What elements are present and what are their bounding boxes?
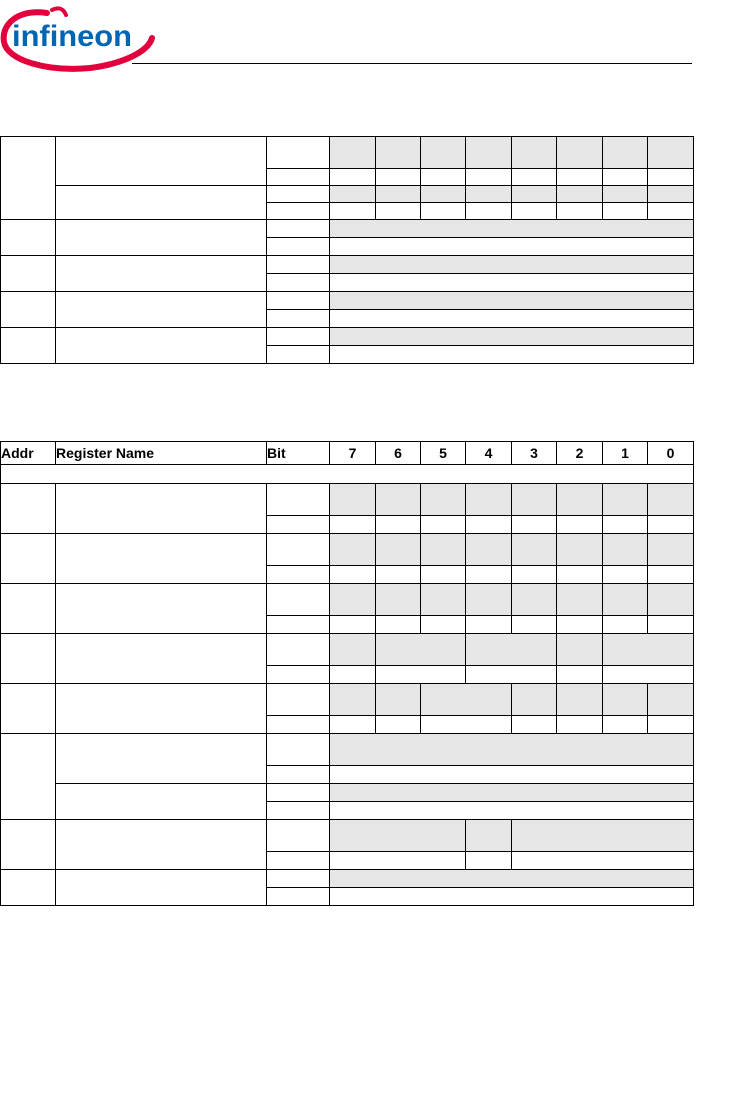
table-cell bbox=[267, 584, 330, 616]
bit-field-cell bbox=[376, 534, 421, 566]
table-cell bbox=[512, 716, 557, 734]
bit-field-cell bbox=[330, 484, 376, 516]
table-section-row bbox=[1, 465, 694, 484]
table-cell bbox=[1, 684, 56, 734]
bit-field-cell bbox=[421, 584, 466, 616]
table-cell bbox=[421, 566, 466, 584]
table-cell bbox=[557, 566, 603, 584]
header-bit-0: 0 bbox=[648, 442, 694, 465]
table-cell bbox=[267, 616, 330, 634]
table-cell bbox=[376, 566, 421, 584]
bit-field-cell bbox=[330, 684, 376, 716]
table-row bbox=[1, 137, 694, 169]
table-cell bbox=[56, 870, 267, 906]
table-cell bbox=[330, 346, 694, 364]
table-cell bbox=[267, 220, 330, 238]
bit-field-cell bbox=[330, 784, 694, 802]
bit-field-cell bbox=[376, 584, 421, 616]
table-row bbox=[1, 584, 694, 616]
bit-field-cell bbox=[557, 584, 603, 616]
bit-field-cell bbox=[330, 734, 694, 766]
table-cell bbox=[56, 784, 267, 820]
table-cell bbox=[376, 616, 421, 634]
table-cell bbox=[512, 169, 557, 186]
table-cell bbox=[56, 584, 267, 634]
table-cell bbox=[512, 852, 694, 870]
table-cell bbox=[56, 256, 267, 292]
header-bit-5: 5 bbox=[421, 442, 466, 465]
table-cell bbox=[466, 616, 512, 634]
table-cell bbox=[512, 616, 557, 634]
table-cell bbox=[603, 566, 648, 584]
table-cell bbox=[267, 666, 330, 684]
table-cell bbox=[330, 888, 694, 906]
table-cell bbox=[557, 203, 603, 220]
table-cell bbox=[330, 238, 694, 256]
table-cell bbox=[330, 274, 694, 292]
bit-field-cell bbox=[648, 186, 694, 203]
table-row bbox=[1, 870, 694, 888]
bit-field-cell bbox=[603, 584, 648, 616]
table-cell bbox=[1, 256, 56, 292]
table-cell bbox=[376, 516, 421, 534]
table-cell bbox=[56, 634, 267, 684]
table-cell bbox=[648, 203, 694, 220]
bit-field-cell bbox=[330, 220, 694, 238]
table-row bbox=[1, 484, 694, 516]
table-cell bbox=[466, 516, 512, 534]
table-cell bbox=[648, 516, 694, 534]
table-cell bbox=[56, 328, 267, 364]
bit-field-cell bbox=[376, 634, 466, 666]
table-cell bbox=[466, 203, 512, 220]
table-cell bbox=[267, 766, 330, 784]
table-cell bbox=[267, 716, 330, 734]
header-bit-3: 3 bbox=[512, 442, 557, 465]
table-cell bbox=[1, 820, 56, 870]
header-bit-4: 4 bbox=[466, 442, 512, 465]
bit-field-cell bbox=[421, 137, 466, 169]
bit-field-cell bbox=[421, 484, 466, 516]
bit-field-cell bbox=[557, 634, 603, 666]
bit-field-cell bbox=[466, 634, 557, 666]
header-addr: Addr bbox=[1, 442, 56, 465]
table-cell bbox=[1, 328, 56, 364]
table-cell bbox=[1, 484, 56, 534]
register-table-2 bbox=[0, 441, 694, 906]
bit-field-cell bbox=[466, 534, 512, 566]
table-cell bbox=[466, 666, 557, 684]
table-row bbox=[1, 256, 694, 274]
bit-field-cell bbox=[512, 534, 557, 566]
table-cell bbox=[267, 186, 330, 203]
bit-field-cell bbox=[557, 186, 603, 203]
table-cell bbox=[512, 516, 557, 534]
table-cell bbox=[267, 534, 330, 566]
bit-field-cell bbox=[421, 534, 466, 566]
bit-field-cell bbox=[330, 584, 376, 616]
table-cell bbox=[56, 484, 267, 534]
table-cell bbox=[376, 169, 421, 186]
bit-field-cell bbox=[557, 137, 603, 169]
header-register-name: Register Name bbox=[56, 442, 267, 465]
table-row bbox=[1, 784, 694, 802]
table-cell bbox=[648, 716, 694, 734]
table-cell bbox=[330, 310, 694, 328]
bit-field-cell bbox=[466, 584, 512, 616]
bit-field-cell bbox=[330, 256, 694, 274]
bit-field-cell bbox=[603, 634, 694, 666]
bit-field-cell bbox=[466, 186, 512, 203]
table-cell bbox=[466, 852, 512, 870]
bit-field-cell bbox=[376, 186, 421, 203]
bit-field-cell bbox=[557, 534, 603, 566]
table-cell bbox=[1, 465, 694, 484]
table-cell bbox=[330, 802, 694, 820]
table-cell bbox=[267, 328, 330, 346]
table-row bbox=[1, 634, 694, 666]
table-row bbox=[1, 328, 694, 346]
table-row bbox=[1, 734, 694, 766]
table-cell bbox=[56, 292, 267, 328]
register-table-1 bbox=[0, 136, 694, 364]
table-cell bbox=[330, 766, 694, 784]
table-cell bbox=[557, 716, 603, 734]
bit-field-cell bbox=[512, 820, 694, 852]
table-cell bbox=[56, 820, 267, 870]
table-cell bbox=[330, 852, 466, 870]
bit-field-cell bbox=[376, 484, 421, 516]
table-cell bbox=[603, 616, 648, 634]
table-cell bbox=[330, 203, 376, 220]
bit-field-cell bbox=[603, 684, 648, 716]
bit-field-cell bbox=[330, 328, 694, 346]
bit-field-cell bbox=[603, 484, 648, 516]
bit-field-cell bbox=[330, 137, 376, 169]
bit-field-cell bbox=[512, 186, 557, 203]
bit-field-cell bbox=[603, 137, 648, 169]
bit-field-cell bbox=[512, 137, 557, 169]
table-cell bbox=[421, 716, 512, 734]
table-cell bbox=[421, 203, 466, 220]
table-row bbox=[1, 292, 694, 310]
table-cell bbox=[1, 634, 56, 684]
table-cell bbox=[267, 274, 330, 292]
bit-field-cell bbox=[603, 186, 648, 203]
bit-field-cell bbox=[512, 684, 557, 716]
header-bit-1: 1 bbox=[603, 442, 648, 465]
table-cell bbox=[421, 516, 466, 534]
table-cell bbox=[421, 169, 466, 186]
table-cell bbox=[267, 684, 330, 716]
table-cell bbox=[557, 666, 603, 684]
table-row bbox=[1, 186, 694, 203]
table-cell bbox=[56, 684, 267, 734]
table-cell bbox=[1, 870, 56, 906]
bit-field-cell bbox=[557, 684, 603, 716]
table-cell bbox=[267, 802, 330, 820]
bit-field-cell bbox=[466, 484, 512, 516]
table-cell bbox=[1, 220, 56, 256]
table-cell bbox=[56, 534, 267, 584]
table-row bbox=[1, 820, 694, 852]
bit-field-cell bbox=[421, 186, 466, 203]
table-cell bbox=[267, 292, 330, 310]
table-cell bbox=[267, 784, 330, 802]
table-cell bbox=[330, 666, 376, 684]
table-cell bbox=[267, 346, 330, 364]
table-cell bbox=[267, 888, 330, 906]
table-cell bbox=[1, 734, 56, 820]
bit-field-cell bbox=[603, 534, 648, 566]
table-cell bbox=[330, 566, 376, 584]
table-cell bbox=[330, 516, 376, 534]
table-cell bbox=[512, 566, 557, 584]
bit-field-cell bbox=[648, 584, 694, 616]
table-cell bbox=[1, 292, 56, 328]
infineon-logo bbox=[0, 0, 160, 72]
bit-field-cell bbox=[330, 820, 466, 852]
bit-field-cell bbox=[376, 137, 421, 169]
table-cell bbox=[56, 220, 267, 256]
table-cell bbox=[330, 716, 376, 734]
header-rule bbox=[132, 63, 692, 64]
table-cell bbox=[267, 169, 330, 186]
table-cell bbox=[648, 566, 694, 584]
bit-field-cell bbox=[648, 137, 694, 169]
table-cell bbox=[603, 169, 648, 186]
header-bit-2: 2 bbox=[557, 442, 603, 465]
bit-field-cell bbox=[512, 484, 557, 516]
table-cell bbox=[603, 516, 648, 534]
table-cell bbox=[648, 169, 694, 186]
bit-field-cell bbox=[648, 684, 694, 716]
table-cell bbox=[267, 484, 330, 516]
table-row bbox=[1, 220, 694, 238]
table-cell bbox=[330, 616, 376, 634]
bit-field-cell bbox=[330, 634, 376, 666]
header-bit: Bit bbox=[267, 442, 330, 465]
table-cell bbox=[512, 203, 557, 220]
svg-text:infineon: infineon bbox=[12, 20, 132, 53]
bit-field-cell bbox=[512, 584, 557, 616]
table-cell bbox=[267, 634, 330, 666]
bit-field-cell bbox=[648, 534, 694, 566]
bit-field-cell bbox=[648, 484, 694, 516]
table-cell bbox=[466, 169, 512, 186]
table-cell bbox=[376, 666, 466, 684]
table-cell bbox=[466, 566, 512, 584]
table-cell bbox=[557, 169, 603, 186]
bit-field-cell bbox=[330, 534, 376, 566]
table-row bbox=[1, 684, 694, 716]
table-cell bbox=[267, 256, 330, 274]
addr-cell bbox=[1, 137, 56, 220]
header-bit-7: 7 bbox=[330, 442, 376, 465]
table-cell bbox=[56, 734, 267, 784]
bit-field-cell bbox=[466, 137, 512, 169]
bit-field-cell bbox=[330, 292, 694, 310]
table-cell bbox=[267, 516, 330, 534]
bit-field-cell bbox=[376, 684, 421, 716]
table-header-row bbox=[1, 442, 694, 465]
table-cell bbox=[648, 616, 694, 634]
table-cell bbox=[603, 666, 694, 684]
table-cell bbox=[376, 203, 421, 220]
table-cell bbox=[421, 616, 466, 634]
table-cell bbox=[557, 516, 603, 534]
bit-field-cell bbox=[330, 870, 694, 888]
table-cell bbox=[1, 534, 56, 584]
table-cell bbox=[1, 584, 56, 634]
table-cell bbox=[376, 716, 421, 734]
bit-field-cell bbox=[466, 820, 512, 852]
table-cell bbox=[267, 870, 330, 888]
table-cell bbox=[603, 716, 648, 734]
register-name-cell bbox=[56, 186, 267, 220]
bit-field-cell bbox=[557, 484, 603, 516]
register-name-cell bbox=[56, 137, 267, 186]
header-bit-6: 6 bbox=[376, 442, 421, 465]
table-row bbox=[1, 534, 694, 566]
table-cell bbox=[267, 566, 330, 584]
table-cell bbox=[267, 852, 330, 870]
table-cell bbox=[267, 310, 330, 328]
bit-field-cell bbox=[421, 684, 512, 716]
table-cell bbox=[603, 203, 648, 220]
table-cell bbox=[267, 238, 330, 256]
bit-field-cell bbox=[330, 186, 376, 203]
table-cell bbox=[267, 820, 330, 852]
bit-cell bbox=[267, 137, 330, 169]
table-cell bbox=[267, 734, 330, 766]
table-cell bbox=[267, 203, 330, 220]
table-cell bbox=[330, 169, 376, 186]
table-cell bbox=[557, 616, 603, 634]
